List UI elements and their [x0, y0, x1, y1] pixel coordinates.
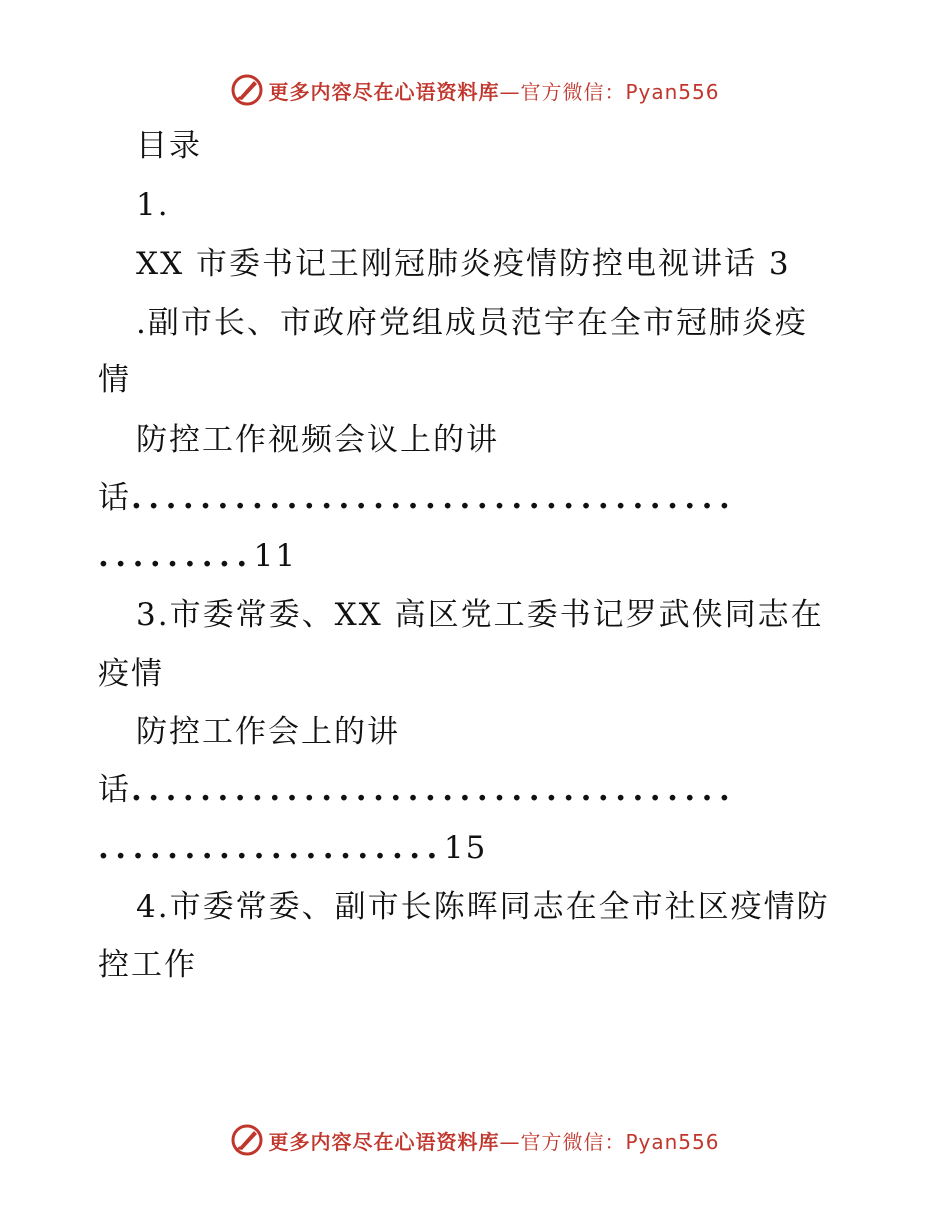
toc-entry-2-page: .........11	[98, 538, 298, 574]
toc-entry-2-wrap: 情	[98, 362, 131, 398]
page-number: 15	[443, 830, 488, 866]
toc-entry-3-wrap: 疫情	[98, 656, 164, 692]
banner-brand-text: 更多内容尽在心语资料库—官方微信：Pyan556	[268, 1129, 720, 1154]
toc-entry-3-continuation: 防控工作会上的讲	[136, 714, 400, 750]
footer-watermark-banner	[0, 1120, 950, 1160]
toc-line-1: 1.	[136, 187, 170, 223]
feather-pen-logo-icon	[230, 73, 264, 107]
toc-entry-2-title: .副市长、市政府党组成员范宇在全市冠肺炎疫	[136, 305, 808, 341]
toc-entry-4-wrap: 控工作	[98, 947, 197, 983]
page-number: 11	[253, 538, 298, 574]
toc-entry-3-page: ....................15	[98, 830, 488, 866]
toc-entry-2-continuation: 防控工作视频会议上的讲	[136, 422, 499, 458]
feather-pen-logo-icon	[230, 1123, 264, 1157]
header-watermark-banner	[0, 70, 950, 110]
toc-entry-3-title: 3.市委常委、XX 高区党工委书记罗武侠同志在	[136, 597, 824, 633]
toc-entry-4-title: 4.市委常委、副市长陈晖同志在全市社区疫情防	[136, 889, 830, 925]
toc-entry-3-leader: 话...................................	[98, 772, 737, 808]
toc-entry-2-leader: 话...................................	[98, 480, 737, 516]
toc-heading: 目录	[136, 128, 202, 164]
banner-brand-text: 更多内容尽在心语资料库—官方微信：Pyan556	[268, 79, 720, 104]
toc-entry-1-title: XX 市委书记王刚冠肺炎疫情防控电视讲话 3	[136, 246, 791, 282]
